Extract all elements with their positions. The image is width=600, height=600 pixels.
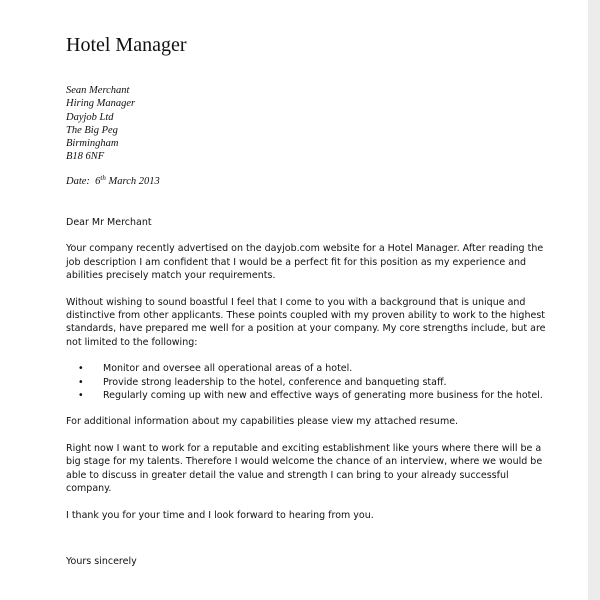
recipient-city: Birmingham [66,138,119,150]
salutation: Dear Mr Merchant [66,217,152,228]
paragraph-interview: Right now I want to work for a reputable and exciting establishment like yours where there will be a big stage for my talents. Therefore I would welcome the chance of an interview, where we would be able to discuss in greater detail the value and strength I can bring to your already successful company. [66,442,543,495]
list-item-text: Provide strong leadership to the hotel, conference and banqueting staff. [103,376,447,388]
vertical-scrollbar[interactable] [588,0,600,600]
bullet-icon: • [78,363,84,375]
letter-body [66,216,546,568]
strengths-list [66,362,546,402]
closing: Yours sincerely [66,555,137,567]
list-item-text: Regularly coming up with new and effective ways of generating more business for the hotel. [103,390,543,402]
paragraph-intro: Your company recently advertised on the dayjob.com website for a Hotel Manager. After reading the job description I am confident that I would be a perfect fit for this position as my experience and abilities precisely match your requirements. [66,243,544,282]
paragraph-resume: For additional information about my capabilities please view my attached resume. [66,416,459,428]
date-month-year: March 2013 [108,176,160,187]
list-item [66,362,546,375]
list-item [66,376,546,389]
paragraph-thanks: I thank you for your time and I look forward to hearing from you. [66,509,374,521]
document-title: Hotel Manager [66,34,187,56]
recipient-company: Dayjob Ltd [66,111,114,123]
recipient-postcode: B18 6NF [66,151,105,163]
recipient-name: Sean Merchant [66,85,130,96]
bullet-icon: • [78,390,84,402]
recipient-position: Hiring Manager [66,98,136,110]
recipient-street: The Big Peg [66,124,118,136]
bullet-icon: • [78,376,84,388]
paragraph-background: Without wishing to sound boastful I feel that I come to you with a background that is unique and distinctive from other applicants. These points coupled with my proven ability to work to the highest standards, have prepared me well for a position at your company. My core strengths include, but are not limited to the following: [66,296,546,348]
list-item [66,389,546,402]
date-day: 6 [95,176,101,187]
list-item-text: Monitor and oversee all operational areas of a hotel. [103,363,353,375]
letter-date [66,176,160,187]
date-day-suffix: th [100,174,106,182]
date-label: Date: [66,176,90,187]
recipient-address [66,84,135,164]
